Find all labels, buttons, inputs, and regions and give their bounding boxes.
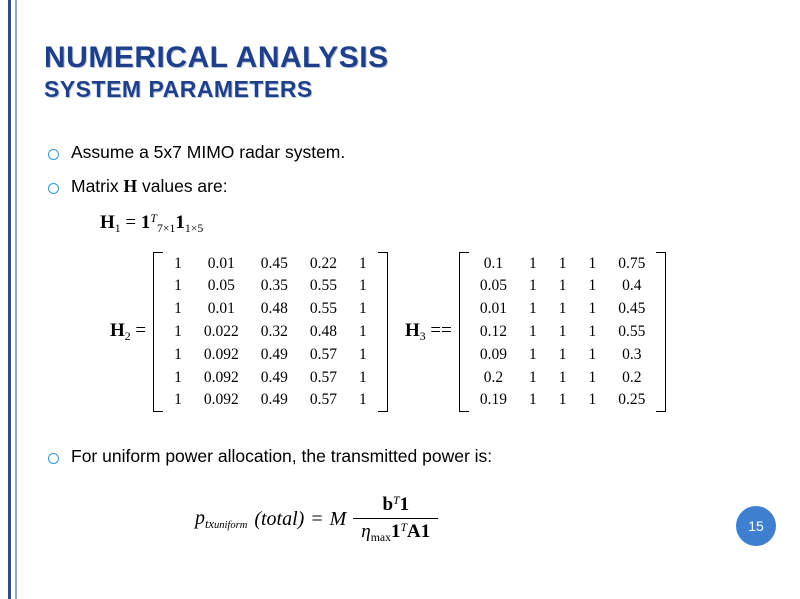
matrix-cell: 1: [174, 345, 182, 363]
matrix-cell: 0.2: [483, 368, 504, 386]
h1-term2-sub: 1×5: [184, 221, 204, 235]
matrix-row: [469, 320, 657, 343]
matrix-row: [163, 275, 378, 298]
matrix-cell: 1: [558, 345, 567, 363]
h1-term2-symbol: 1: [175, 212, 185, 233]
matrix-cell: 1: [588, 368, 597, 386]
matrix-cell: 1: [174, 322, 182, 340]
matrix-cell: 0.32: [260, 322, 288, 340]
matrix-cell: 0.05: [479, 277, 507, 295]
matrix-cell: 0.25: [618, 391, 646, 409]
matrix-row: [469, 275, 657, 298]
matrix-h3-sub: 3: [419, 329, 426, 343]
matrix-h2-table: [163, 252, 378, 412]
final-lhs: [195, 507, 247, 532]
bullet-label: [71, 176, 228, 198]
matrix-cell: 1: [558, 277, 567, 295]
matrix-cell: 1: [174, 368, 182, 386]
matrix-cell: 1: [359, 254, 367, 272]
matrix-cell: 0.3: [622, 345, 642, 363]
matrix-row: [469, 252, 657, 275]
matrix-cell: 1: [359, 368, 367, 386]
matrix-cell: 1: [359, 300, 367, 318]
h1-lhs-symbol: H: [100, 212, 115, 233]
matrix-h2-symbol: H: [110, 319, 125, 341]
matrix-cell: 0.57: [309, 345, 338, 363]
matrix-cell: 1: [174, 277, 182, 295]
final-den-one2: 1: [420, 521, 431, 542]
matrix-row: [469, 298, 657, 321]
matrix-cell: 0.12: [479, 322, 507, 340]
matrix-cell: 0.09: [479, 345, 507, 363]
matrix-cell: 1: [558, 368, 567, 386]
final-den-a: A: [407, 521, 421, 542]
matrix-cell: 1: [528, 277, 537, 295]
matrix-h2-sub: 2: [124, 329, 131, 343]
matrix-h3-label: [405, 320, 452, 344]
matrix-cell: 1: [558, 300, 567, 318]
matrix-cell: 1: [558, 322, 567, 340]
h1-term1-sup: T: [150, 212, 157, 226]
matrix-cell: 1: [558, 254, 567, 272]
matrix-cell: 0.19: [479, 391, 507, 409]
final-den-eta: η: [361, 521, 371, 542]
bullet-label: For uniform power allocation, the transmitted power is:: [71, 446, 493, 466]
matrix-h2-brackets: [153, 252, 388, 412]
matrix-h2-equals: =: [135, 319, 147, 341]
matrix-cell: 0.45: [260, 254, 288, 272]
matrix-cell: 1: [528, 368, 537, 386]
matrix-cell: 0.49: [260, 345, 288, 363]
equation-h1: [100, 212, 203, 236]
bullet-item-1: [48, 142, 345, 164]
matrix-h2: [110, 252, 388, 412]
matrix-cell: 0.35: [260, 277, 288, 295]
matrix-row: [163, 320, 378, 343]
matrix-h-symbol: H: [123, 176, 138, 196]
bullet-item-2: [48, 176, 228, 198]
matrix-cell: 0.55: [618, 322, 646, 340]
bullet-label-text-post: values are:: [137, 176, 228, 196]
matrix-cell: 1: [528, 391, 537, 409]
bullet-label-text-pre: Matrix: [71, 176, 124, 196]
matrix-row: [469, 389, 657, 412]
matrix-cell: 1: [588, 322, 597, 340]
matrix-cell: 0.092: [203, 391, 239, 409]
matrix-cell: 1: [359, 345, 367, 363]
matrix-h3-table: [469, 252, 657, 412]
matrix-cell: 0.01: [479, 300, 507, 318]
matrix-row: [469, 343, 657, 366]
final-den-sup: T: [400, 521, 408, 535]
matrix-row: [469, 366, 657, 389]
matrix-cell: 0.48: [309, 322, 338, 340]
final-m: M: [329, 507, 347, 530]
final-num-one: 1: [399, 494, 410, 515]
matrix-cell: 1: [528, 300, 537, 318]
matrix-cell: 0.45: [618, 300, 646, 318]
matrix-h3: [405, 252, 666, 412]
matrix-cell: 0.1: [483, 254, 504, 272]
matrix-cell: 1: [174, 300, 182, 318]
final-total: (total): [254, 507, 305, 530]
matrix-cell: 0.01: [207, 300, 235, 318]
matrix-cell: 0.49: [260, 368, 288, 386]
equation-transmitted-power: [195, 494, 438, 545]
matrix-cell: 1: [359, 277, 367, 295]
matrix-cell: 1: [359, 391, 367, 409]
matrix-cell: 1: [174, 391, 182, 409]
matrix-cell: 1: [359, 322, 367, 340]
matrix-cell: 1: [558, 391, 567, 409]
matrix-h2-label: [110, 320, 146, 344]
matrix-row: [163, 389, 378, 412]
final-p-sub-uniform: uniform: [213, 519, 248, 531]
matrix-cell: 0.75: [618, 254, 646, 272]
matrix-cell: 1: [528, 254, 537, 272]
matrix-cell: 0.57: [309, 368, 338, 386]
matrix-row: [163, 366, 378, 389]
matrix-row: [163, 343, 378, 366]
final-fraction: [353, 494, 438, 545]
matrix-cell: 1: [174, 254, 182, 272]
matrix-cell: 1: [528, 345, 537, 363]
matrix-cell: 0.55: [309, 300, 338, 318]
matrix-cell: 0.49: [260, 391, 288, 409]
matrix-cell: 0.092: [203, 368, 239, 386]
matrix-row: [163, 252, 378, 275]
final-denominator: [353, 518, 438, 545]
final-p-sub-tx: tx: [205, 516, 214, 531]
matrix-cell: 1: [588, 345, 597, 363]
matrix-cell: 0.2: [622, 368, 642, 386]
matrix-h3-brackets: [459, 252, 667, 412]
final-p-sub: [205, 517, 247, 531]
bullet-circle-icon: [48, 183, 59, 194]
title-main: NUMERICAL ANALYSIS: [44, 41, 389, 74]
final-num-sup: T: [393, 494, 400, 508]
matrix-cell: 1: [528, 322, 537, 340]
matrix-cell: 0.4: [622, 277, 642, 295]
h1-lhs-sub: 1: [114, 221, 121, 235]
matrix-cell: 1: [588, 277, 597, 295]
final-den-one: 1: [390, 521, 401, 542]
matrix-cell: 0.05: [207, 277, 235, 295]
final-numerator: [374, 494, 417, 518]
final-equals: =: [311, 507, 323, 530]
matrix-cell: 0.092: [203, 345, 239, 363]
matrix-cell: 0.022: [203, 322, 239, 340]
matrix-h3-equals: ==: [430, 319, 452, 341]
h1-term1-sub: 7×1: [156, 221, 176, 235]
matrix-row: [163, 298, 378, 321]
final-p-symbol: p: [195, 506, 205, 529]
left-accent-bar-outer: [8, 0, 11, 599]
matrix-cell: 0.48: [260, 300, 288, 318]
final-den-eta-sub: max: [370, 530, 391, 544]
title-sub: SYSTEM PARAMETERS: [44, 75, 313, 102]
page-title: [44, 42, 389, 101]
matrix-cell: 0.01: [207, 254, 235, 272]
bullet-circle-icon: [48, 149, 59, 160]
bullet-circle-icon: [48, 453, 59, 464]
matrix-cell: 0.55: [309, 277, 338, 295]
matrix-cell: 1: [588, 300, 597, 318]
matrix-cell: 0.22: [309, 254, 338, 272]
bullet-item-3: [48, 446, 492, 468]
bullet-label: Assume a 5x7 MIMO radar system.: [71, 142, 346, 162]
matrix-cell: 1: [588, 391, 597, 409]
matrix-h3-symbol: H: [405, 319, 420, 341]
matrix-cell: 1: [588, 254, 597, 272]
matrix-cell: 0.57: [309, 391, 338, 409]
final-num-b: b: [382, 494, 394, 515]
page-number-badge: 15: [736, 506, 776, 546]
left-accent-bar-inner: [15, 0, 17, 599]
h1-term1-symbol: 1: [140, 212, 151, 233]
h1-equals: =: [125, 212, 137, 233]
